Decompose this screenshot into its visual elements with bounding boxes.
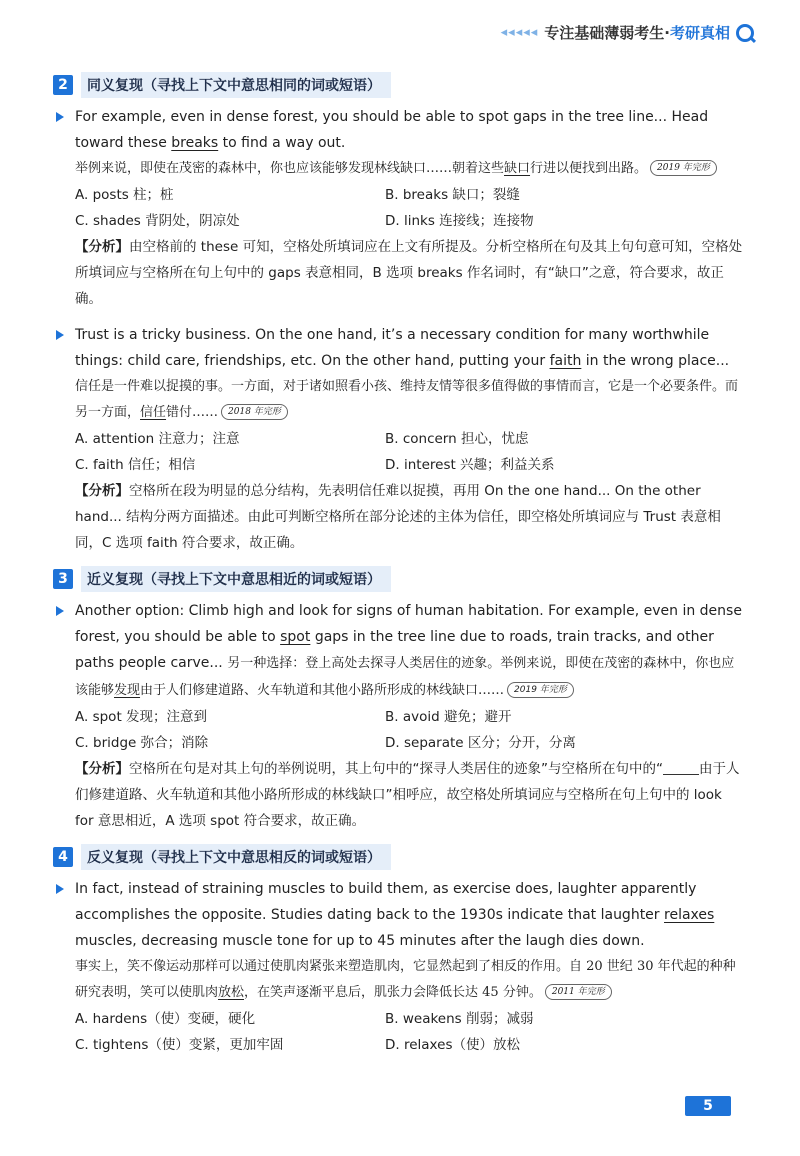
option: A. hardens（使）变硬，硬化 bbox=[75, 1011, 256, 1027]
year-badge: 2018 年完形 bbox=[221, 404, 288, 420]
example-item bbox=[53, 598, 743, 834]
blank-line bbox=[663, 760, 699, 775]
option: A. attention 注意力；注意 bbox=[75, 431, 240, 447]
year-badge: 2011 年完形 bbox=[545, 984, 612, 1000]
bullet-triangle-icon bbox=[56, 884, 64, 894]
chinese-translation: 信任是一件难以捉摸的事。一方面，对于诸如照看小孩、维持友情等很多值得做的事情而言，它是一个必要条件。而另一方面，信任错付…… 2018 年完形 bbox=[75, 379, 739, 420]
option: C. tightens（使）变紧，更加牢固 bbox=[75, 1037, 284, 1053]
section-title: 近义复现（寻找上下文中意思相近的词或短语） bbox=[81, 566, 391, 592]
option: B. concern 担心，忧虑 bbox=[385, 431, 529, 447]
option: A. posts 柱；桩 bbox=[75, 187, 174, 203]
analysis-text: 【分析】由空格前的 these 可知，空格处所填词应在上文有所提及。分析空格所在句及其上句句意可知，空格处所填词应与空格所在句上句中的 gaps 表意相同，B 选项 breaks 作名词时，有“缺口”之意，符合要求，故正确。 bbox=[75, 239, 743, 307]
option: D. interest 兴趣；利益关系 bbox=[385, 457, 555, 473]
bullet-triangle-icon bbox=[56, 606, 64, 616]
search-icon bbox=[736, 24, 754, 42]
section-title: 反义复现（寻找上下文中意思相反的词或短语） bbox=[81, 844, 391, 870]
option: B. avoid 避免；避开 bbox=[385, 709, 512, 725]
bullet-triangle-icon bbox=[56, 112, 64, 122]
option: D. relaxes（使）放松 bbox=[385, 1037, 520, 1053]
year-badge: 2019 年完形 bbox=[650, 160, 717, 176]
section-title: 同义复现（寻找上下文中意思相同的词或短语） bbox=[81, 72, 391, 98]
option: C. faith 信任；相信 bbox=[75, 457, 196, 473]
analysis-text: 【分析】空格所在句是对其上句的举例说明，其上句中的“探寻人类居住的迹象”与空格所在句中的“ 由于人们修建道路、火车轨道和其他小路所形成的林线缺口”相呼应，故空格处所填词应与空格所在句上句中的 look for 意思相近，A 选项 spot 符合要求，故正确。 bbox=[75, 761, 740, 829]
year-badge: 2019 年完形 bbox=[507, 682, 574, 698]
example-item bbox=[53, 104, 743, 312]
chinese-translation: 举例来说，即使在茂密的森林中，你也应该能够发现林线缺口……朝着这些缺口行进以便找到出路。 2019 年完形 bbox=[75, 156, 743, 182]
english-passage: In fact, instead of straining muscles to build them, as exercise does, laughter apparently accomplishes the opposite. Studies dating back to the 1930s indicate that laughter relaxes muscles, decreasing muscle tone for up to 45 minutes after the laugh dies down. bbox=[75, 881, 715, 949]
section-heading bbox=[53, 566, 743, 592]
option: C. bridge 弥合；消除 bbox=[75, 735, 209, 751]
section-number: 4 bbox=[53, 847, 73, 867]
option: B. weakens 削弱；减弱 bbox=[385, 1011, 534, 1027]
arrows-decoration: ◂◂◂◂◂ bbox=[500, 25, 539, 40]
section-number: 3 bbox=[53, 569, 73, 589]
section-heading bbox=[53, 844, 743, 870]
english-passage: For example, even in dense forest, you should be able to spot gaps in the tree line... Head toward these breaks to find a way out. bbox=[75, 109, 709, 151]
bullet-triangle-icon bbox=[56, 330, 64, 340]
options-grid bbox=[75, 704, 743, 756]
option: A. spot 发现；注意到 bbox=[75, 709, 208, 725]
english-passage: Trust is a tricky business. On the one hand, it’s a necessary condition for many worthwhile things: child care, friendships, etc. On the other hand, putting your faith in the wrong place... bbox=[75, 327, 730, 369]
page-number: 5 bbox=[685, 1096, 731, 1116]
chinese-translation: 事实上，笑不像运动那样可以通过使肌肉紧张来塑造肌肉，它显然起到了相反的作用。自 20 世纪 30 年代起的种种研究表明，笑可以使肌肉放松，在笑声逐渐平息后，肌张力会降低长达 45 分钟。 2011 年完形 bbox=[75, 959, 736, 1000]
english-passage: Another option: Climb high and look for signs of human habitation. For example, even in dense forest, you should be able to spot gaps in the tree line due to roads, train tracks, and other paths people carve... 另一种选择：登上高处去探寻人类居住的迹象。举例来说，即使在茂密的森林中，你也应该能够发现由于人们修建道路、火车轨道和其他小路所形成的林线缺口…… 2019 年完形 bbox=[75, 603, 742, 698]
header-title: 专注基础薄弱考生·考研真相 bbox=[544, 24, 730, 42]
option: C. shades 背阴处，阴凉处 bbox=[75, 213, 240, 229]
section-number: 2 bbox=[53, 75, 73, 95]
analysis-text: 【分析】空格所在段为明显的总分结构，先表明信任难以捉摸，再用 On the one hand... On the other hand... 结构分两方面描述。由此可判断空格所在部分论述的主体为信任，即空格处所填词应与 Trust 表意相同，C 选项 faith 符合要求，故正确。 bbox=[75, 483, 721, 551]
page-content bbox=[53, 72, 743, 1068]
option: D. separate 区分；分开，分离 bbox=[385, 735, 576, 751]
options-grid bbox=[75, 426, 743, 478]
example-item bbox=[53, 876, 743, 1058]
options-grid bbox=[75, 1006, 743, 1058]
option: B. breaks 缺口；裂缝 bbox=[385, 187, 520, 203]
option: D. links 连接线；连接物 bbox=[385, 213, 534, 229]
options-grid bbox=[75, 182, 743, 234]
example-item bbox=[53, 322, 743, 556]
page-header bbox=[501, 22, 754, 43]
section-heading bbox=[53, 72, 743, 98]
